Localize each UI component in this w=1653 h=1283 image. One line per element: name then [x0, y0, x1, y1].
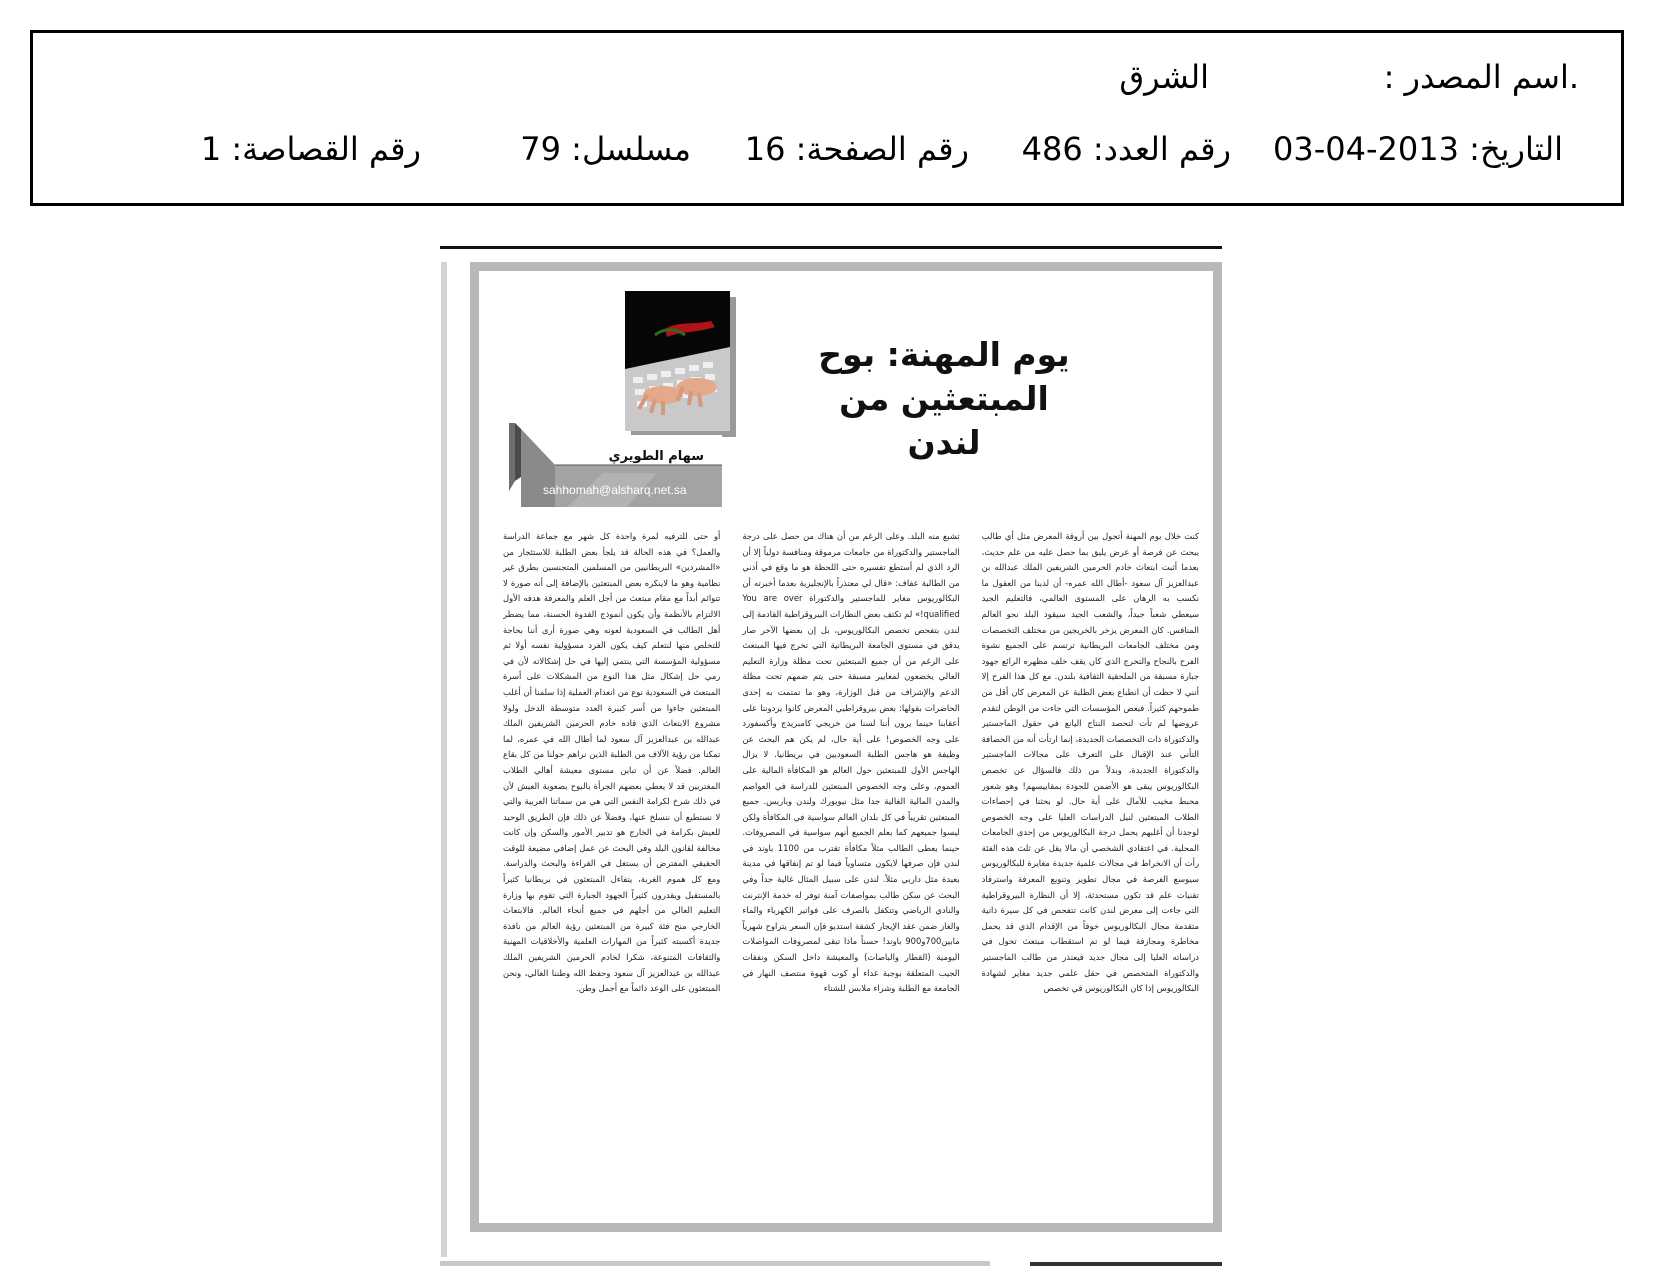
author-name: سهام الطويري	[608, 449, 704, 464]
clipping-bottom-rule-dark	[1030, 1262, 1222, 1266]
article-title-line-1: يوم المهنة: بوح	[818, 335, 1070, 374]
source-metadata-box	[30, 30, 1624, 206]
article-column-1	[982, 529, 1199, 1224]
article-column-1-text: كنت خلال يوم المهنة أتجول بين أروقة المعرض مثل أي طالب يبحث عن فرصة أو عرض يليق بما حصل عليه من علم حديث، بعدما أثبت ابتعاث خادم الحرمين الشريفين الملك عبدالله بن عبدالعزيز آل سعود -أطال الله عمره- أن لدينا من العقول ما نكسب به الرهان على المستوى العالمي، فالتعليم الجيد سيعطي شعباً جيداً، والشعب الجيد سيقود البلد نحو العالم المنافس. كان المعرض يزخر بالخريجين من مختلف التخصصات ومن مختلف الجامعات البريطانية ترتسم على الجميع نشوة الفرح بالنجاح والتخرج الذي كان يقف خلف مظهره الرائع جهود جبارة مسبقة من الملحقية الثقافية بلندن. مع كل هذا الفرح إلا أنني لا حظت أن انطباع بعض الطلبة عن المعرض كان أقل من طموحهم كثيراً. فبعض المؤسسات التي جاءت من الوطن لتقدم عروضها لم تأت لتحصد النتاج اليانع في حقول الماجستير والدكتوراة ذات التخصصات الجديدة، إنما ارتأت أنه من الحصافة التأني عند الإقبال على التعرف على مجالات الماجستير والدكتوراة الجديدة، وبدلاً من ذلك فالسؤال عن تخصص البكالوريوس يبقى هو الأضمن للجودة بمقاييسهم! وهو شعور محبط مخيب للآمال على أية حال. لو بحثنا في إحصاءات الطلاب المبتعثين لنيل الدراسات العليا على وجه الخصوص لوجدنا أن أغلبهم يحمل درجة البكالوريوس من إحدى الجامعات المحلية. في اعتقادي الشخصي أن مالا يقل عن ثلث هذه الفئة رأت أن الانخراط في مجالات علمية جديدة مغايرة للبكالوريوس سيوسع الفرصة في مجال تطوير وتنويع المعرفة واسترفاد تقنيات علم قد تكون مستحدثة، إلا أن النظارة البيروقراطية التي جاءت إلى معرض لندن كانت تتفحص في كل سيرة ذاتية متقدمة مجال البكالوريوس خوفاً من الإقدام الذي قد يحمل مخاطرة ومجازفة فيما لو تم استقطاب مبتعث تحول في دراساته العليا إلى مجال جديد فيعتذر من طالب الماجستير والدكتوراة المتخصص في حقل علمي جديد مغاير لشهادة البكالوريوس إذا كان البكالوريوس في تخصص	[981, 531, 1199, 994]
article-title	[809, 333, 1079, 465]
article-column-2-text: تشبع منه البلد. وعلى الرغم من أن هناك من حصل على درجة الماجستير والدكتوراة من جامعات مرموقة ومنافسة دولياً إلا أن الرد الذي لم أستطع تفسيره حتى اللحظة هو ما وقع في أذني من الطالبة عفاف: «قال لي معتذراً بالإنجليزية بعدما أخبرته أن البكالوريوس مغاير للماجستير والدكتوراة You are over qualified!» لم تكتف بعض النظارات البيروقراطية القادمة إلى لندن بتفحص تخصص البكالوريوس، بل إن بعضها الآخر صار يدقق في مستوى الجامعة البريطانية التي تخرج فيها المبتعث على الرغم من أن جميع المبتعثين تحت مظلة وزارة التعليم العالي يخضعون لمعايير مسبقة حتى يتم ضمهم تحت مظلة الدعم والإشراف من قبل الوزارة، وهو ما تمتمت به إحدى الحاضرات بقولها: بعض بيروقراطيي المعرض كانوا يردوننا على أعقابنا حينما يرون أننا لسنا من خريجي كامبريدج وأكسفورد على وجه الخصوص! على أية حال، لم يكن هم البحث عن وظيفة هو هاجس الطلبة السعوديين في بريطانيا. لا يزال الهاجس الأول للمبتعثين حول العالم هو المكافأة المالية على العموم، وعلى وجه الخصوص المبتعثين للدراسة في العواصم والمدن المالية الغالية جدا مثل نيويورك ولندن وباريس. جميع المبتعثين تقريباً في كل بلدان العالم سواسية في المكافأة ولكن ليسوا جميعهم كما يعلم الجميع أنهم سواسية في المصروفات. حينما يعطى الطالب مثلاً مكافأة تقترب من 1100 باوند في لندن فإن صرفها لايكون متساوياً فيما لو تم إنفاقها في مدينة بعيدة مثل داربي مثلاً. لندن على سبيل المثال غالية جداً وفي البحث عن سكن طالب بمواصفات آمنة توفر له خدمة الإنترنت والنادي الرياضي وتتكفل بالصرف على فواتير الكهرباء والماء والغاز ضمن عقد الإيجار كشقة استديو فإن السعر يتراوح شهرياً مابين700و900 باوند! حسناً ماذا تبقى لمصروفات المواصلات اليومية (القطار والباصات) والمعيشة داخل السكن ونفقات الجيب المتعلقة بوجبة غداء أو كوب قهوة منتصف النهار في الجامعة مع الطلبة وشراء ملابس للشتاء	[742, 531, 960, 994]
source-value: الشرق	[1119, 58, 1209, 96]
author-email: sahhomah@alsharq.net.sa	[543, 483, 687, 497]
article-column-3	[503, 529, 720, 1224]
article-column-2	[742, 529, 959, 1224]
clipping-bottom-rule	[440, 1261, 990, 1266]
keyboard-hands-rose-photo	[625, 291, 730, 431]
issue-number-field: رقم العدد: 486	[1021, 130, 1231, 168]
clip-number-field: رقم القصاصة: 1	[200, 130, 421, 168]
clipping-top-rule	[440, 246, 1222, 249]
clipping-left-gutter	[441, 262, 447, 1257]
article-body	[503, 529, 1199, 1224]
serial-number-field: مسلسل: 79	[520, 130, 691, 168]
source-label: .اسم المصدر :	[1383, 58, 1579, 96]
author-banner	[507, 421, 722, 509]
page-number-field: رقم الصفحة: 16	[744, 130, 969, 168]
article-column-3-text: أو حتى للترفيه لمرة واحدة كل شهر مع جماعة الدراسة والعمل؟ في هذه الحالة قد يلجأ بعض الطلبة للاستئجار من «المشردين» البريطانيين من المسلمين المتجنسين بطرق غير نظامية وهو ما لاينكره بعض المبتعثين بالإضافة إلى أنه صورة لا تتوائم أبداً مع مقام مبتعث من أجل العلم والمعرفة هدفه الأول الالتزام بالأنظمة وأن يكون أنموذج القدوة الحسنة، مما يضطر أهل الطالب في السعودية لعونه وهي صورة أرى أننا بحاجة للتخلص منها لنتعلم كيف يكون الفرد مسؤولية نفسه أولا ثم مسؤولية المؤسسة التي ينتمي إليها في حل إشكالاته لأن في رمي حل إشكال مثل هذا النوع من المشكلات على أسرة المبتعث في السعودية نوع من انعدام العملية إذا سلمنا أن أغلب المبتعثين جاءوا من أسر كبيرة العدد متوسطة الدخل ولولا مشروع الابتعاث الذي قاده خادم الحرمين الشريفين الملك عبدالله بن عبدالعزيز آل سعود لما أطال الله في عمره، لما تمكنا من رؤية الآلاف من الطلبة الذين نراهم حولنا من كل بقاع العالم. فضلاً عن أن تباين مستوى معيشة أهالي الطلاب المغتربين قد لا يعطي بعضهم الجرأة بالبوح بصعوبة العيش لأن في ذلك شرخ لكرامة النفس التي هي من سماتنا العربية والتي لا نستطيع أن ننسلخ عنها، وفضلاً عن ذلك فإن الطريق الوحيد للعيش بكرامة في الخارج هو تدبير الأمور والسكن وإن كانت مخالفة لقانون البلد وفي البحث عن عمل إضافي مضيعة للوقت الحقيقي المفترض أن يستغل في القراءة والبحث والدراسة. ومع كل هموم الغربة، يتفاءل المبتعثون في بريطانيا كثيراً بالمستقبل ويقدرون كثيراً الجهود الجبارة التي تقوم بها وزارة التعليم العالي من أجلهم في جميع أنحاء العالم. فالابتعاث الخارجي منح فئة كبيرة من المبتعثين رؤية العالم من نافذة جديدة أكسبته كثيراً من المهارات العلمية والأخلاقيات المهنية والثقافات المتنوعة، شكرا لخادم الحرمين الشريفين الملك عبدالله بن عبدالعزيز آل سعود وحفظ الله وطننا الغالي، ونحن المبتعثون على الوعد دائماً مع أجمل وطن.	[503, 531, 721, 994]
date-field: التاريخ: 2013-04-03	[1273, 130, 1563, 168]
article-title-line-2: المبتعثين من لندن	[839, 379, 1049, 462]
newspaper-clipping	[470, 262, 1222, 1232]
